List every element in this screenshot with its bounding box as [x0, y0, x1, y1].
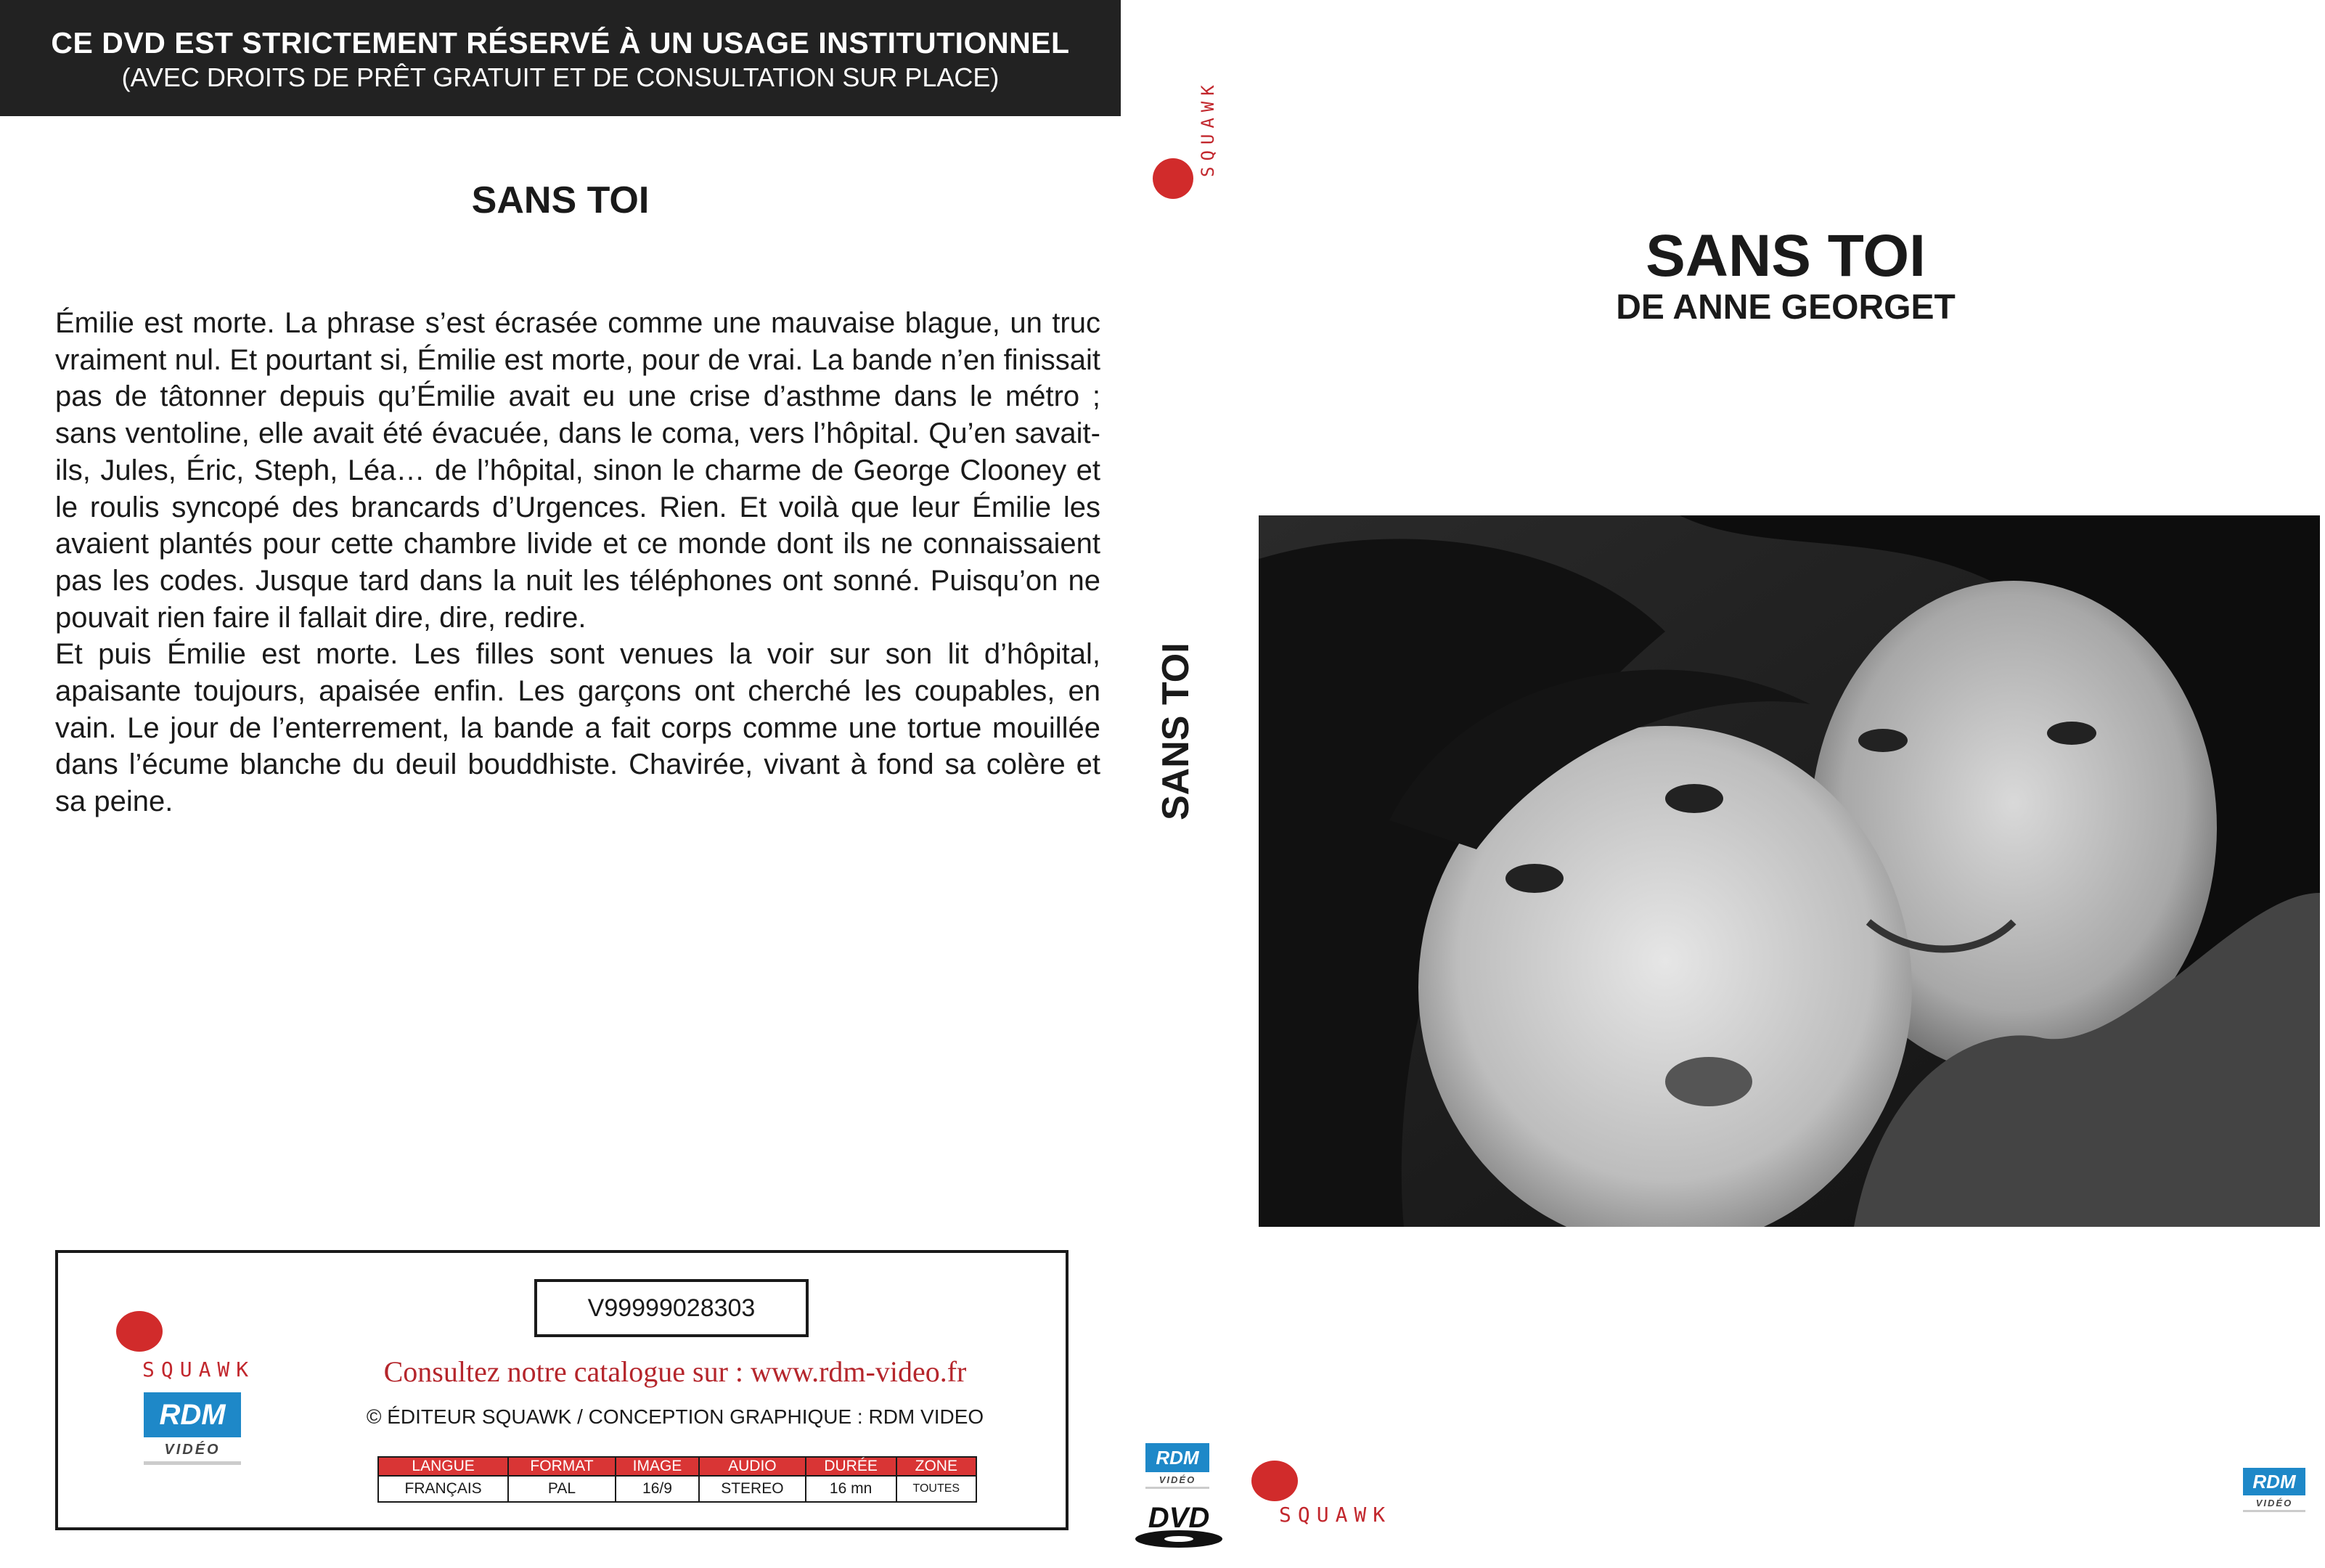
spec-header-langue: LANGUE	[378, 1457, 508, 1476]
spine-rdm-video-logo	[1145, 1443, 1209, 1489]
dvd-logo-text: DVD	[1148, 1502, 1210, 1534]
rdm-video-logo	[144, 1392, 241, 1465]
back-title: SANS TOI	[471, 179, 650, 221]
credits: © ÉDITEUR SQUAWK / CONCEPTION GRAPHIQUE : RDM VIDEO	[366, 1405, 984, 1428]
front-director: DE ANNE GEORGET	[1616, 288, 1956, 327]
spec-header-image: IMAGE	[616, 1457, 699, 1476]
rdm-logo-underline	[144, 1461, 241, 1465]
spec-value-duree: 16 mn	[806, 1476, 896, 1502]
squawk-logo-icon	[116, 1311, 163, 1352]
specs-value-row	[378, 1476, 976, 1502]
banner-line-1: CE DVD EST STRICTEMENT RÉSERVÉ À UN USAGE INSTITUTIONNEL	[51, 26, 1070, 60]
specs-header-row	[378, 1457, 976, 1476]
front-bottom-squawk-logo-icon	[1251, 1461, 1298, 1501]
spine-rdm-logo-subtitle: VIDÉO	[1159, 1474, 1196, 1485]
rdm-logo-subtitle: VIDÉO	[164, 1442, 221, 1458]
front-rdm-logo-text: RDM	[2243, 1468, 2305, 1495]
spine-squawk-logo-icon	[1153, 158, 1193, 199]
specs-table	[377, 1456, 977, 1503]
spec-value-audio: STEREO	[699, 1476, 805, 1502]
spine-title: SANS TOI	[1155, 642, 1197, 820]
info-box	[55, 1250, 1068, 1530]
rdm-logo-text: RDM	[144, 1392, 241, 1437]
spine-rdm-logo-text: RDM	[1145, 1443, 1209, 1472]
synopsis-paragraph-2: Et puis Émilie est morte. Les filles sont venues la voir sur son lit d’hôpital, apaisante toujours, apaisée enfin. Les garçons ont cherché les coupables, en vain. Le jour de l’enterrement, la bande a fait corps comme une tortue mouillée dans l’écume blanche du deuil bouddhiste. Chavirée, vivant à fond sa colère et sa peine.	[55, 638, 1100, 818]
cover-photo	[1259, 515, 2320, 1227]
dvd-logo-icon	[1134, 1498, 1224, 1549]
spec-value-langue: FRANÇAIS	[378, 1476, 508, 1502]
spec-header-zone: ZONE	[896, 1457, 976, 1476]
spec-header-format: FORMAT	[508, 1457, 616, 1476]
front-bottom-squawk-label: SQUAWK	[1279, 1503, 1392, 1527]
front-rdm-logo-subtitle: VIDÉO	[2255, 1498, 2293, 1508]
spine-squawk-label: SQUAWK	[1198, 79, 1218, 177]
front-title: SANS TOI	[1646, 223, 1926, 289]
spec-header-duree: DURÉE	[806, 1457, 896, 1476]
banner-line-2: (AVEC DROITS DE PRÊT GRATUIT ET DE CONSULTATION SUR PLACE)	[121, 62, 1000, 92]
spec-value-format: PAL	[508, 1476, 616, 1502]
synopsis	[55, 305, 1100, 820]
front-rdm-logo-underline	[2243, 1510, 2305, 1512]
catalog-url: Consultez notre catalogue sur : www.rdm-video.fr	[383, 1355, 967, 1388]
front-rdm-video-logo	[2243, 1468, 2305, 1512]
spec-header-audio: AUDIO	[699, 1457, 805, 1476]
synopsis-paragraph-1: Émilie est morte. La phrase s’est écrasée comme une mauvaise blague, un truc vraiment nul. Et pourtant si, Émilie est morte, pour de vrai. La bande n’en finissait pas de tâtonner depuis qu’Émilie avait eu une crise d’asthme dans le métro ; sans ventoline, elle avait été évacuée, dans le coma, vers l’hôpital. Qu’en savait-ils, Jules, Éric, Steph, Léa… de l’hôpital, sinon le charme de George Clooney et le roulis syncopé des brancards d’Urgences. Rien. Et voilà que leur Émilie les avaient plantés pour cette chambre livide et ce monde dont ils ne connaissaient pas les codes. Jusque tard dans la nuit les téléphones ont sonné. Puisqu’on ne pouvait rien faire il fallait dire, dire, redire.	[55, 307, 1100, 634]
institutional-banner	[0, 0, 1121, 116]
spec-value-image: 16/9	[616, 1476, 699, 1502]
barcode-number: V99999028303	[534, 1279, 809, 1337]
spine-rdm-logo-underline	[1145, 1487, 1209, 1489]
spec-value-zone: TOUTES	[896, 1476, 976, 1502]
squawk-label: SQUAWK	[142, 1357, 256, 1381]
cover-photo-illustration	[1259, 515, 2320, 1227]
